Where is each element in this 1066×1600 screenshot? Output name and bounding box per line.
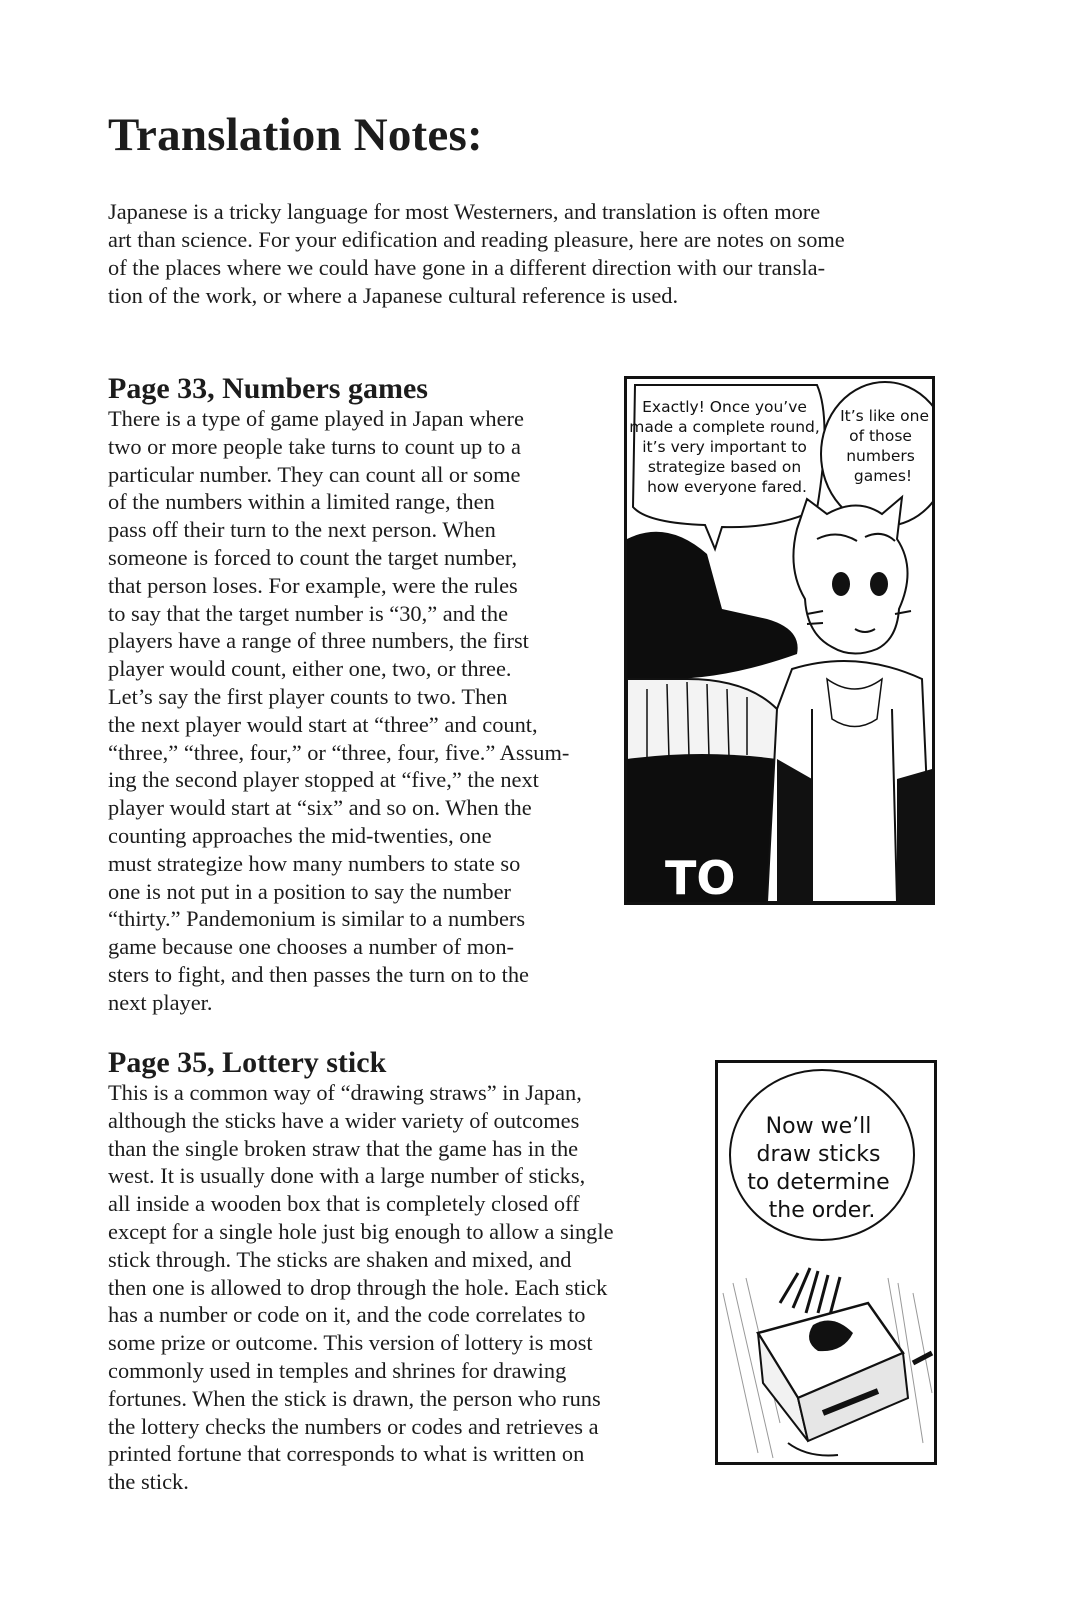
note-heading-lottery-stick: Page 35, Lottery stick (108, 1046, 387, 1079)
bubble-line: It’s like one (840, 407, 929, 425)
body-line: ing the second player stopped at “five,” the next (108, 767, 539, 793)
intro-line: Japanese is a tricky language for most Westerners, and translation is often more (108, 199, 821, 224)
body-line: “thirty.” Pandemonium is similar to a numbers (108, 906, 526, 932)
body-line: all inside a wooden box that is completely closed off (108, 1191, 580, 1217)
manga-panel-art (627, 379, 932, 902)
body-line: Let’s say the first player counts to two. Then (108, 683, 508, 709)
body-line: stick through. The sticks are shaken and mixed, and (108, 1246, 572, 1272)
body-line: although the sticks have a wider variety of outcomes (108, 1107, 580, 1133)
bubble-line: Exactly! Once you’ve (642, 398, 807, 416)
body-line: the lottery checks the numbers or codes and retrieves a (108, 1413, 599, 1439)
body-line: “three,” “three, four,” or “three, four, five.” Assum- (108, 739, 570, 765)
intro-paragraph (108, 198, 968, 310)
bubble-line: strategize based on (647, 458, 802, 476)
jacket-lettering: TO (665, 851, 736, 902)
body-line: fortunes. When the stick is drawn, the person who runs (108, 1385, 601, 1411)
body-line: one is not put in a position to say the number (108, 878, 511, 904)
body-line: pass off their turn to the next person. When (108, 517, 496, 543)
body-line: some prize or outcome. This version of lottery is most (108, 1330, 593, 1356)
body-line: There is a type of game played in Japan where (108, 406, 524, 431)
bubble-line: to determine (747, 1170, 890, 1195)
body-line: two or more people take turns to count up to a (108, 433, 521, 459)
body-line: of the numbers within a limited range, then (108, 489, 495, 515)
body-line: west. It is usually done with a large number of sticks, (108, 1163, 586, 1189)
body-line: sters to fight, and then passes the turn on to the (108, 961, 529, 987)
body-line: must strategize how many numbers to state so (108, 850, 521, 876)
body-line: game because one chooses a number of mon- (108, 934, 514, 960)
body-line: printed fortune that corresponds to what is written on (108, 1441, 585, 1467)
manga-panel-art (718, 1063, 934, 1462)
body-line: someone is forced to count the target number, (108, 544, 518, 570)
body-line: commonly used in temples and shrines for drawing (108, 1357, 567, 1383)
body-line: has a number or code on it, and the code correlates to (108, 1302, 586, 1328)
body-line: then one is allowed to drop through the hole. Each stick (108, 1274, 608, 1300)
page-title: Translation Notes: (108, 109, 483, 161)
body-line: than the single broken straw that the game has in the (108, 1135, 579, 1161)
bubble-line: it’s very important to (642, 438, 807, 456)
bubble-line: how everyone fared. (647, 478, 807, 496)
body-line: counting approaches the mid-twenties, one (108, 822, 492, 848)
manga-panel-lottery-stick (715, 1060, 937, 1465)
bubble-left-text (629, 398, 825, 496)
note-body-numbers-games (108, 405, 569, 1017)
intro-line: of the places where we could have gone in a different direction with our transla- (108, 255, 826, 280)
body-line: the stick. (108, 1469, 189, 1495)
body-line: players have a range of three numbers, the first (108, 628, 529, 654)
intro-line: tion of the work, or where a Japanese cultural reference is used. (108, 283, 679, 308)
bubble-line: of those (849, 427, 912, 445)
intro-line: art than science. For your edification and reading pleasure, here are notes on some (108, 227, 845, 252)
body-line: next player. (108, 989, 213, 1015)
manga-panel-numbers-games (624, 376, 935, 905)
bubble-line: numbers (846, 447, 915, 465)
body-line: to say that the target number is “30,” and the (108, 600, 509, 626)
body-line: player would start at “six” and so on. When the (108, 795, 532, 821)
note-heading-numbers-games: Page 33, Numbers games (108, 372, 428, 405)
body-line: This is a common way of “drawing straws” in Japan, (108, 1080, 582, 1105)
bubble-line: made a complete round, (629, 418, 820, 436)
bubble-line: the order. (768, 1198, 876, 1223)
body-line: the next player would start at “three” and count, (108, 711, 538, 737)
body-line: that person loses. For example, were the rules (108, 572, 518, 598)
bubble-line: games! (853, 467, 913, 485)
bubble-line: Now we’ll (765, 1114, 872, 1139)
body-line: player would count, either one, two, or three. (108, 656, 512, 682)
bubble-line: draw sticks (756, 1142, 881, 1167)
note-body-lottery-stick (108, 1079, 614, 1496)
body-line: particular number. They can count all or some (108, 461, 521, 487)
body-line: except for a single hole just big enough to allow a single (108, 1218, 614, 1244)
